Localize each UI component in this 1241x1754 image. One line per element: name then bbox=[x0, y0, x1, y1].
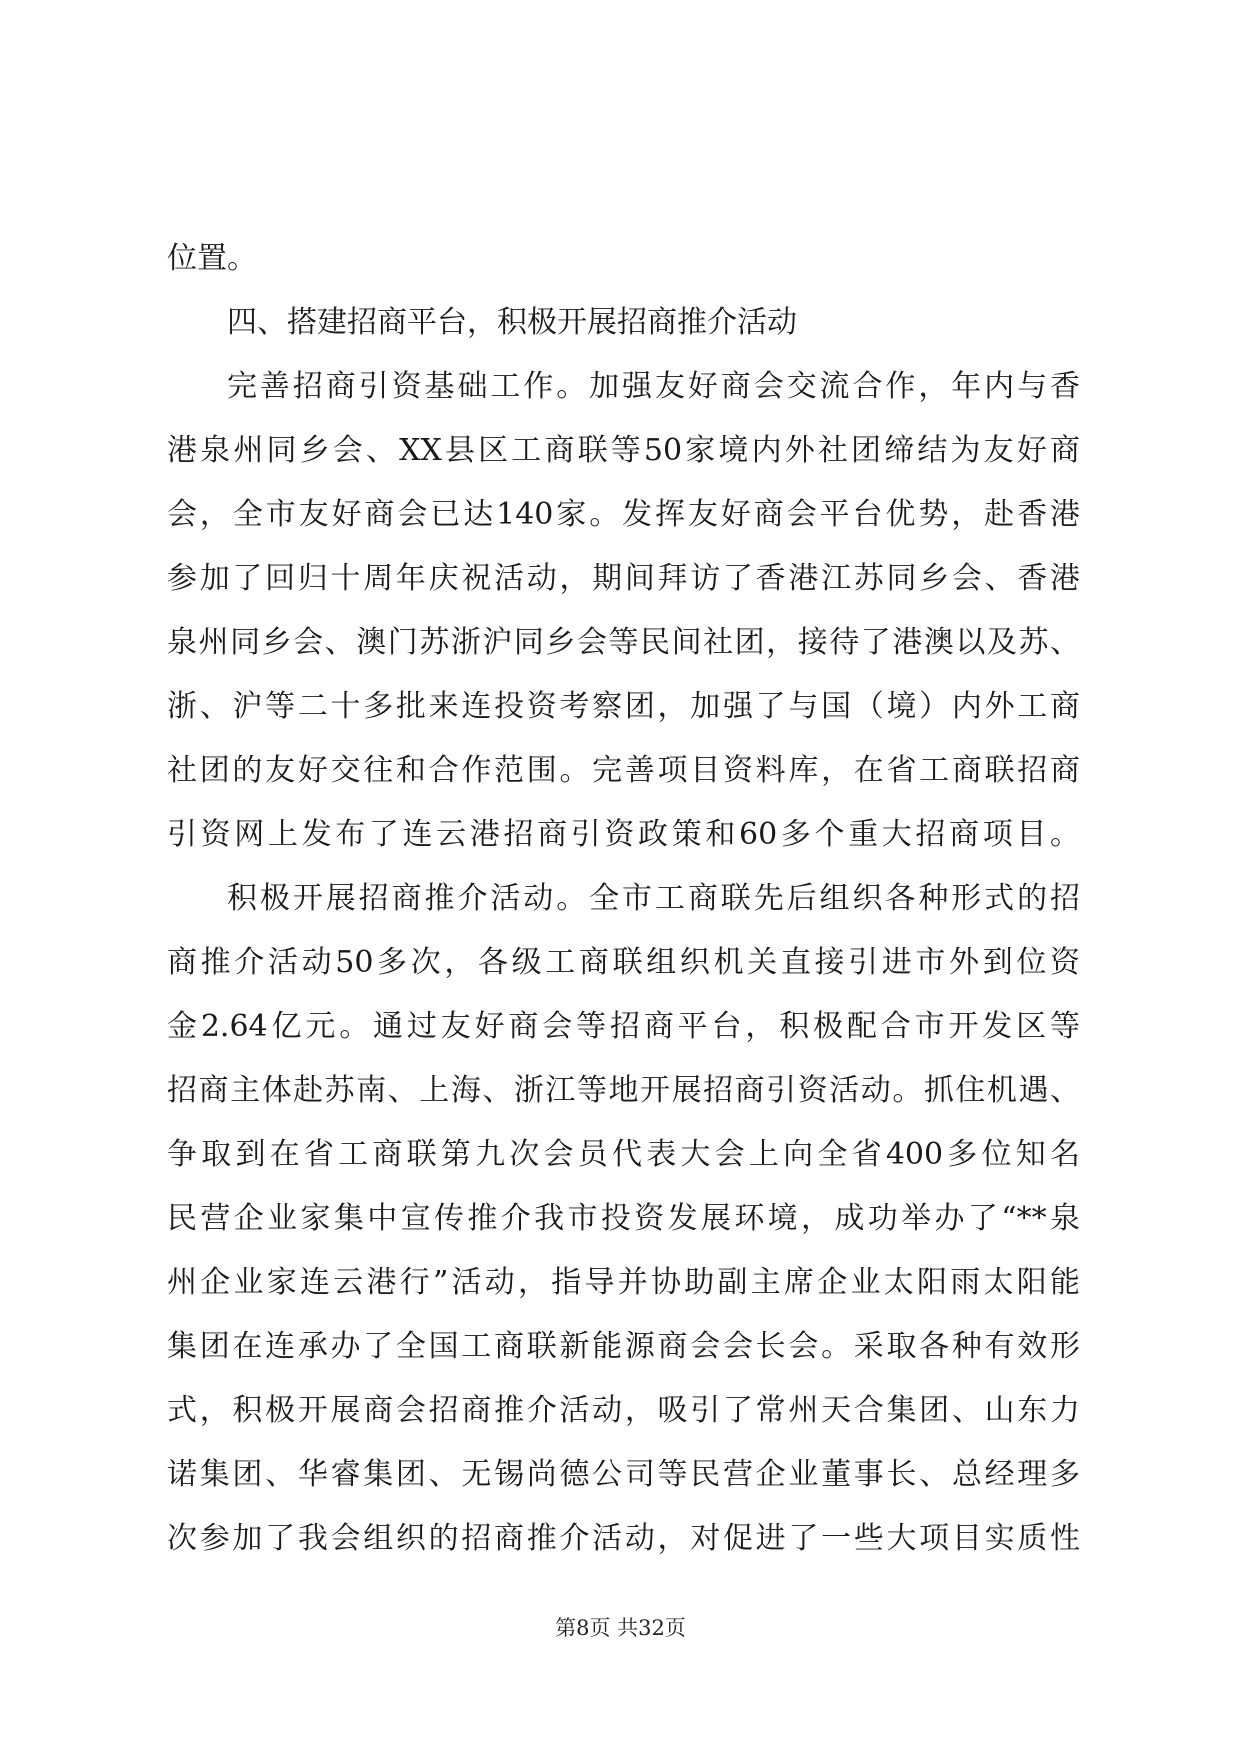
paragraph-line: 招商主体赴苏南、上海、浙江等地开展招商引资活动。抓住机遇、 bbox=[167, 1073, 1080, 1108]
page-number-footer: 第8页 共32页 bbox=[555, 1616, 686, 1640]
paragraph-line: 次参加了我会组织的招商推介活动，对促进了一些大项目实质性 bbox=[167, 1521, 1080, 1556]
paragraph-line: 积极开展招商推介活动。全市工商联先后组织各种形式的招 bbox=[227, 881, 1080, 916]
paragraph-line: 争取到在省工商联第九次会员代表大会上向全省400多位知名 bbox=[167, 1137, 1080, 1172]
paragraph-line: 浙、沪等二十多批来连投资考察团，加强了与国（境）内外工商 bbox=[167, 689, 1080, 724]
paragraph-line: 泉州同乡会、澳门苏浙沪同乡会等民间社团，接待了港澳以及苏、 bbox=[167, 625, 1080, 660]
paragraph-line: 商推介活动50多次，各级工商联组织机关直接引进市外到位资 bbox=[167, 945, 1080, 980]
paragraph-line: 式，积极开展商会招商推介活动，吸引了常州天合集团、山东力 bbox=[167, 1393, 1080, 1428]
paragraph-line: 州企业家连云港行”活动，指导并协助副主席企业太阳雨太阳能 bbox=[167, 1265, 1080, 1300]
paragraph-line: 完善招商引资基础工作。加强友好商会交流合作，年内与香 bbox=[227, 369, 1080, 404]
paragraph-line: 诺集团、华睿集团、无锡尚德公司等民营企业董事长、总经理多 bbox=[167, 1457, 1080, 1492]
text-line-continuation: 位置。 bbox=[167, 241, 257, 276]
paragraph-line: 社团的友好交往和合作范围。完善项目资料库，在省工商联招商 bbox=[167, 753, 1080, 788]
section-heading: 四、搭建招商平台，积极开展招商推介活动 bbox=[227, 305, 797, 340]
paragraph-line: 民营企业家集中宣传推介我市投资发展环境，成功举办了“**泉 bbox=[167, 1201, 1080, 1236]
paragraph-line: 会，全市友好商会已达140家。发挥友好商会平台优势，赴香港 bbox=[167, 497, 1080, 532]
paragraph-line: 港泉州同乡会、XX县区工商联等50家境内外社团缔结为友好商 bbox=[167, 433, 1080, 468]
paragraph-line: 参加了回归十周年庆祝活动，期间拜访了香港江苏同乡会、香港 bbox=[167, 561, 1080, 596]
paragraph-line: 引资网上发布了连云港招商引资政策和60多个重大招商项目。 bbox=[167, 817, 1080, 852]
paragraph-line: 金2.64亿元。通过友好商会等招商平台，积极配合市开发区等 bbox=[167, 1009, 1080, 1044]
paragraph-line: 集团在连承办了全国工商联新能源商会会长会。采取各种有效形 bbox=[167, 1329, 1080, 1364]
document-body bbox=[167, 227, 1080, 1571]
